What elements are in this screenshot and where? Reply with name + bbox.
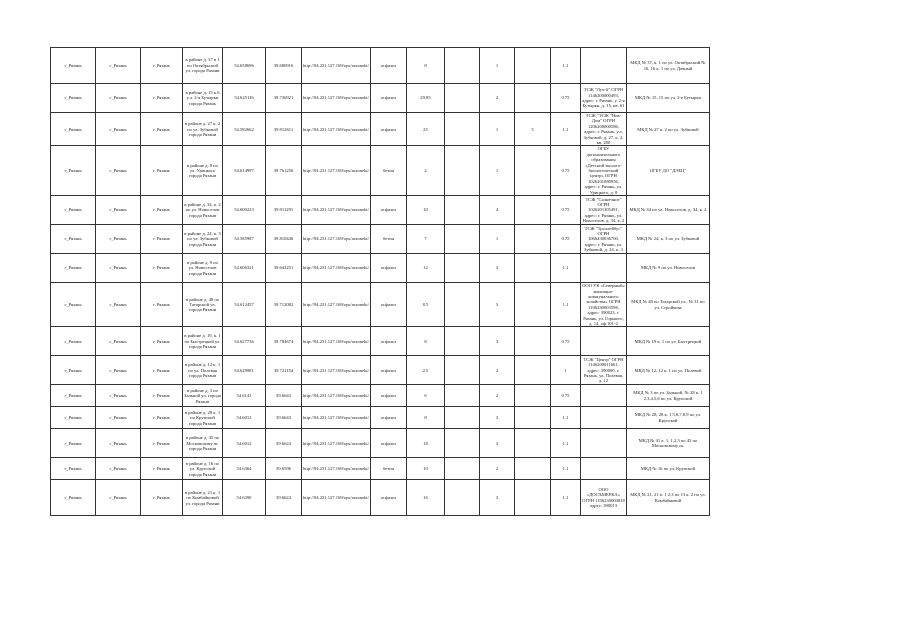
cell-area: 10 (406, 196, 444, 225)
cell-addr: в районе д. 12 к. 1 по ул. Полевая города Рязани (183, 356, 223, 385)
cell-cover: асфальт (370, 283, 406, 327)
cell-cover: асфальт (370, 429, 406, 458)
cell-mkd: МКД № 9 по ул. Новоселов (626, 254, 709, 283)
cell-cover: асфальт (370, 356, 406, 385)
cell-lon: 39.761256 (266, 146, 302, 196)
cell-vol: 1 (550, 356, 580, 385)
cell-mkd: МКД № 28, 28 к. 1 5,6,7,8,9 по ул. Крупской (626, 407, 709, 429)
cell-url: http://94.231.127.169/ops/ruzonekt/ (302, 458, 371, 480)
cell-addr: в районе д. 9 по ул. Новоселов города Рязани (183, 254, 223, 283)
cell-addr: в районе д. 3 по Зальной ул. города Рязани (183, 385, 223, 407)
cell-mkd: ОГБУ ДО "ДЭБЦ" (626, 146, 709, 196)
cell-lat: 54.606321 (223, 254, 266, 283)
cell-owner: ООО «ДОСЪМЕРКА» ОГРН 1196230003818 адрес: 390013 (580, 480, 626, 516)
cell-n1 (444, 113, 479, 146)
cell-addr: в районе д. 45 по Московскому ш. города Рязани (183, 429, 223, 458)
cell-n2: 1 (479, 146, 514, 196)
table-row (51, 429, 710, 458)
cell-lon: 39.6624 (266, 429, 302, 458)
cell-c2: г_Рязань (96, 225, 141, 254)
cell-c3: г. Рязань (141, 146, 183, 196)
cell-n3 (514, 356, 550, 385)
cell-area: 10 (406, 458, 444, 480)
cell-addr: в районе д. 15 к.6 у.л. 2-я Бутырки города Рязань (183, 84, 223, 113)
cell-n3 (514, 84, 550, 113)
cell-c2: г_Рязань (96, 385, 141, 407)
cell-n1 (444, 254, 479, 283)
cell-owner: ТСЖ "Центр" ОГРН 1146200011661, адрес: 390000, г. Рязань, ул. Полевая, д. 12 (580, 356, 626, 385)
cell-addr: в районе д. 34, к. 2 по ул. Новоселов города Рязани (183, 196, 223, 225)
cell-owner (580, 385, 626, 407)
cell-owner (580, 458, 626, 480)
cell-c3: г. Рязань (141, 385, 183, 407)
cell-n2: 4 (479, 196, 514, 225)
cell-c2: г_Рязань (96, 480, 141, 516)
cell-area: 25 (406, 113, 444, 146)
cell-c3: г. Рязань (141, 113, 183, 146)
cell-c1: г_Рязань (51, 113, 96, 146)
cell-owner: ТСЖ "Солнечное" ОГРН 1026201105491, адрес: г. Рязань, ул. Новоселов, д. 34, к. 2 (580, 196, 626, 225)
cell-n3 (514, 48, 550, 84)
cell-owner: ООО УК «Северный» жилищно-коммунального хозяйства» ОГРН 1196230003598, адрес: 390023, г. Рязань, ул. Горького, д. 14, оф.101-2 (582, 283, 625, 326)
cell-n1 (444, 356, 479, 385)
cell-area: 8 (406, 327, 444, 356)
cell-mkd: МКД № 27 к. 2 по ул. Зубковой (626, 113, 709, 146)
cell-n3 (514, 385, 550, 407)
cell-c1: г_Рязань (51, 254, 96, 283)
cell-n2: 2 (479, 458, 514, 480)
cell-c3: г. Рязань (141, 480, 183, 516)
cell-cover: бетон (370, 146, 406, 196)
cell-area: 8.5 (406, 283, 444, 327)
cell-addr: в районе д. 16 по ул. Крупской города Рязани (183, 458, 223, 480)
cell-mkd: МКД № 21, 21 к. 1 2,3 по 13 к. 2 по ул. Комбайновой (626, 480, 709, 516)
cell-c3: г. Рязань (141, 429, 183, 458)
cell-c2: г_Рязань (96, 84, 141, 113)
cell-area: 2.5 (406, 356, 444, 385)
cell-n2: 3 (479, 254, 514, 283)
cell-area: 29.85 (406, 84, 444, 113)
cell-c2: г_Рязань (96, 146, 141, 196)
cell-c2: г_Рязань (96, 196, 141, 225)
cell-n2: 3 (479, 407, 514, 429)
cell-addr: в районе д. 19, к. 1 по Быстрецкой ул. города Рязани (183, 327, 223, 356)
cell-lon: 39.812611 (266, 113, 302, 146)
cell-n2: 2 (479, 385, 514, 407)
cell-lat: 54.6390 (223, 480, 266, 516)
cell-url: http://94.231.127.169/ops/ruzonekt/ (302, 283, 371, 327)
cell-n2: 1 (479, 225, 514, 254)
cell-cover: асфальт (370, 113, 406, 146)
cell-c3: г. Рязань (141, 283, 183, 327)
cell-n1 (444, 84, 479, 113)
cell-n3 (514, 225, 550, 254)
cell-owner (580, 429, 626, 458)
cell-addr: в районе д. 28 к. 1 по Крупской города Рязани (183, 407, 223, 429)
cell-c1: г_Рязань (51, 480, 96, 516)
cell-lat: 54.582662 (223, 113, 266, 146)
cell-area: 8 (406, 407, 444, 429)
cell-n1 (444, 283, 479, 327)
cell-area: 12 (406, 254, 444, 283)
cell-cover: бетон (370, 458, 406, 480)
cell-cover: асфальт (370, 407, 406, 429)
cell-n1 (444, 327, 479, 356)
cell-owner: ОГБУ дополнительного образования «Детский эколого-биологический центр» ОГРН 1026201080956, адрес: г. Рязань, ул. Урицкого, д. 8 (580, 146, 626, 196)
cell-vol: 1.1 (550, 407, 580, 429)
cell-url: http://94.231.127.169/ops/ruzonekt/ (302, 196, 371, 225)
cell-vol: 0.75 (550, 84, 580, 113)
cell-url: http://94.231.127.169/ops/ruzonekt/ (302, 113, 371, 146)
cell-c1: г_Рязань (51, 84, 96, 113)
table-row (51, 225, 710, 254)
cell-lon: 39.6624 (266, 480, 302, 516)
cell-url: http://94.231.127.169/ops/ruzonekt/ (302, 146, 371, 196)
cell-vol: 1.1 (550, 48, 580, 84)
cell-mkd: МКД № 41 к. 1, 1,2,3 по 45 по Московскому ш. (626, 429, 709, 458)
cell-c1: г_Рязань (51, 458, 96, 480)
cell-vol: 0.75 (550, 146, 580, 196)
cell-mkd: МКД № 15, 15 по ул. 2-е Бутырки (626, 84, 709, 113)
cell-lon: 39.6596 (266, 458, 302, 480)
cell-c1: г_Рязань (51, 385, 96, 407)
cell-cover: асфальт (370, 196, 406, 225)
cell-cover: асфальт (370, 385, 406, 407)
cell-c2: г_Рязань (96, 458, 141, 480)
cell-n3 (514, 429, 550, 458)
cell-n1 (444, 196, 479, 225)
cell-lon: 39.680916 (266, 48, 302, 84)
cell-cover: бетон (370, 225, 406, 254)
cell-owner (580, 407, 626, 429)
cell-vol: 1.1 (550, 283, 580, 327)
table-row (51, 113, 710, 146)
cell-c3: г. Рязань (141, 254, 183, 283)
cell-area: 7 (406, 225, 444, 254)
cell-lon: 39.6643 (266, 385, 302, 407)
cell-n2: 2 (479, 84, 514, 113)
cell-url: http://94.231.127.169/ops/ruzonekt/ (302, 356, 371, 385)
cell-c2: г_Рязань (96, 327, 141, 356)
cell-owner (580, 48, 626, 84)
cell-cover: асфальт (370, 480, 406, 516)
cell-c1: г_Рязань (51, 327, 96, 356)
cell-lat: 54.6012 (223, 429, 266, 458)
cell-lat: 54.627736 (223, 327, 266, 356)
cell-owner: ТСЖ "ТСЖ "Нов-Дом" ОГРН 1206200000586, адрес: г. Рязань, у.л. Зубковой, д. 27, к. 2, кв. 200 (580, 113, 626, 146)
cell-n1 (444, 480, 479, 516)
table-row (51, 283, 710, 327)
cell-lon: 39.642251 (266, 254, 302, 283)
table-row (51, 196, 710, 225)
cell-lon: 39.811291 (266, 196, 302, 225)
cell-lat: 54.6364 (223, 458, 266, 480)
cell-vol: 1.1 (550, 254, 580, 283)
cell-n3: 5 (514, 113, 550, 146)
cell-addr: в районе д. 21 к. 1 по Комбайновой ул. города Рязани (183, 480, 223, 516)
cell-cover: асфальт (370, 84, 406, 113)
cell-n2: 1 (479, 48, 514, 84)
cell-lat: 54.658696 (223, 48, 266, 84)
cell-lat: 54.6141 (223, 385, 266, 407)
table-row (51, 254, 710, 283)
cell-mkd: МКД № 48 по Татарской ул., № 31 по ул. Стройкова (626, 283, 709, 327)
cell-cover: асфальт (370, 48, 406, 84)
cell-owner (580, 327, 626, 356)
cell-n1 (444, 146, 479, 196)
cell-n3 (514, 407, 550, 429)
cell-n2: 3 (479, 327, 514, 356)
cell-c2: г_Рязань (96, 283, 141, 327)
cell-vol: 1.1 (550, 458, 580, 480)
cell-url: http://94.231.127.169/ops/ruzonekt/ (302, 84, 371, 113)
cell-c3: г. Рязань (141, 48, 183, 84)
cell-mkd: МКД № 37, к. 1 по ул. Октябрьский № 16, 16 к. 1 по ул. Дачный (626, 48, 709, 84)
cell-lon: 39.784674 (266, 327, 302, 356)
cell-c3: г. Рязань (141, 196, 183, 225)
cell-lat: 54.600223 (223, 196, 266, 225)
cell-c1: г_Рязань (51, 283, 96, 327)
cell-c3: г. Рязань (141, 327, 183, 356)
cell-c1: г_Рязань (51, 48, 96, 84)
table-row (51, 146, 710, 196)
cell-owner: ТСЖ "Луч-6" ОГРН 1146200000493, адрес: г. Рязань, у. 2-я Бутырки, д. 15, кв. 61 (580, 84, 626, 113)
table-row (51, 356, 710, 385)
cell-lat: 54.6012 (223, 407, 266, 429)
cell-c1: г_Рязань (51, 196, 96, 225)
cell-vol: 0.75 (550, 385, 580, 407)
cell-n3 (514, 146, 550, 196)
table-row (51, 327, 710, 356)
cell-vol: 0.75 (550, 225, 580, 254)
cell-mkd: МКД № 19 к. 1 по ул. Быстрецкой (626, 327, 709, 356)
cell-url: http://94.231.127.169/ops/ruzonekt/ (302, 254, 371, 283)
cell-n1 (444, 48, 479, 84)
cell-n3 (514, 458, 550, 480)
cell-vol: 1.1 (550, 113, 580, 146)
table-row (51, 385, 710, 407)
cell-n1 (444, 429, 479, 458)
cell-c3: г. Рязань (141, 225, 183, 254)
cell-c1: г_Рязань (51, 407, 96, 429)
cell-vol: 0.75 (550, 196, 580, 225)
cell-addr: в районе д. 37 в 1 по Октябрьской ул. города Рязани (183, 48, 223, 84)
table-row (51, 48, 710, 84)
cell-n3 (514, 196, 550, 225)
cell-url: http://94.231.127.169/ops/ruzonekt/ (302, 429, 371, 458)
cell-lat: 54.585987 (223, 225, 266, 254)
cell-lon: 39.712082 (266, 283, 302, 327)
cell-n1 (444, 225, 479, 254)
cell-url: http://94.231.127.169/ops/ruzonekt/ (302, 385, 371, 407)
cell-n1 (444, 458, 479, 480)
cell-lat: 54.614997 (223, 146, 266, 196)
cell-vol: 0.75 (550, 327, 580, 356)
cell-vol: 1.1 (550, 480, 580, 516)
cell-n3 (514, 327, 550, 356)
cell-n2: 3 (479, 480, 514, 516)
cell-n2: 1 (479, 113, 514, 146)
table-row (51, 480, 710, 516)
cell-addr: в районе д. 27 к. 2 по ул. Зубковой города Рязани (183, 113, 223, 146)
cell-mkd: МКД № 16 по ул. Крупской (626, 458, 709, 480)
table-row (51, 84, 710, 113)
cell-c1: г_Рязань (51, 429, 96, 458)
cell-n1 (444, 385, 479, 407)
cell-c1: г_Рязань (51, 146, 96, 196)
cell-url: http://94.231.127.169/ops/ruzonekt/ (302, 48, 371, 84)
cell-url: http://94.231.127.169/ops/ruzonekt/ (302, 407, 371, 429)
cell-lon: 39.721154 (266, 356, 302, 385)
cell-n3 (514, 480, 550, 516)
cell-lat: 54.629981 (223, 356, 266, 385)
cell-lon: 39.736921 (266, 84, 302, 113)
cell-owner (580, 254, 626, 283)
cell-c3: г. Рязань (141, 84, 183, 113)
cell-c2: г_Рязань (96, 48, 141, 84)
cell-c2: г_Рязань (96, 113, 141, 146)
cell-c1: г_Рязань (51, 225, 96, 254)
table-row (51, 458, 710, 480)
cell-addr: в районе д. 24, к. 3 по ул. Зубковой города Рязани (183, 225, 223, 254)
cell-mkd: МКД № 34 по ул. Новоселов, д. 34, к. 2 (626, 196, 709, 225)
cell-c3: г. Рязань (141, 407, 183, 429)
cell-n3 (514, 254, 550, 283)
cell-mkd: МКД № 3 по ул. Зальной, № 28 к. 1 2,3,4,5,6 по ул. Крупской (626, 385, 709, 407)
cell-lat: 54.612457 (223, 283, 266, 327)
cell-addr: в районе д. 48 по Татарской ул. города Рязани (183, 283, 223, 327)
cell-url: http://94.231.127.169/ops/ruzonekt/ (302, 225, 371, 254)
cell-n3 (514, 283, 550, 327)
cell-cover: асфальт (370, 254, 406, 283)
cell-c2: г_Рязань (96, 407, 141, 429)
cell-cover: асфальт (370, 327, 406, 356)
cell-url: http://94.231.127.169/ops/ruzonekt/ (302, 327, 371, 356)
waste-sites-table (50, 47, 710, 516)
cell-lon: 39.810446 (266, 225, 302, 254)
cell-owner: ТСЖ "Троллейбус" ОГРН 1066230036760, адрес: г. Рязань, ул. Зубковой, д. 24, к. 3 (580, 225, 626, 254)
cell-n2: 2 (479, 356, 514, 385)
cell-area: 16 (406, 480, 444, 516)
cell-c3: г. Рязань (141, 356, 183, 385)
cell-c2: г_Рязань (96, 356, 141, 385)
cell-n2: 3 (479, 283, 514, 327)
cell-c2: г_Рязань (96, 254, 141, 283)
cell-c1: г_Рязань (51, 356, 96, 385)
cell-area: 8 (406, 48, 444, 84)
cell-mkd: МКД № 12, 12 к. 1 по ул. Полевой (626, 356, 709, 385)
cell-n2: 3 (479, 429, 514, 458)
cell-area: 2 (406, 146, 444, 196)
cell-addr: в районе д. 8 по ул. Урицкого города Рязани (183, 146, 223, 196)
cell-lat: 54.625116 (223, 84, 266, 113)
cell-lon: 39.6643 (266, 407, 302, 429)
table-row (51, 407, 710, 429)
cell-c2: г_Рязань (96, 429, 141, 458)
cell-c3: г. Рязань (141, 458, 183, 480)
cell-vol: 1.1 (550, 429, 580, 458)
cell-mkd: МКД № 24, к. 3 по ул. Зубковой (626, 225, 709, 254)
cell-area: 6 (406, 385, 444, 407)
cell-n1 (444, 407, 479, 429)
cell-url: http://94.231.127.169/ops/ruzonekt/ (302, 480, 371, 516)
cell-area: 18 (406, 429, 444, 458)
